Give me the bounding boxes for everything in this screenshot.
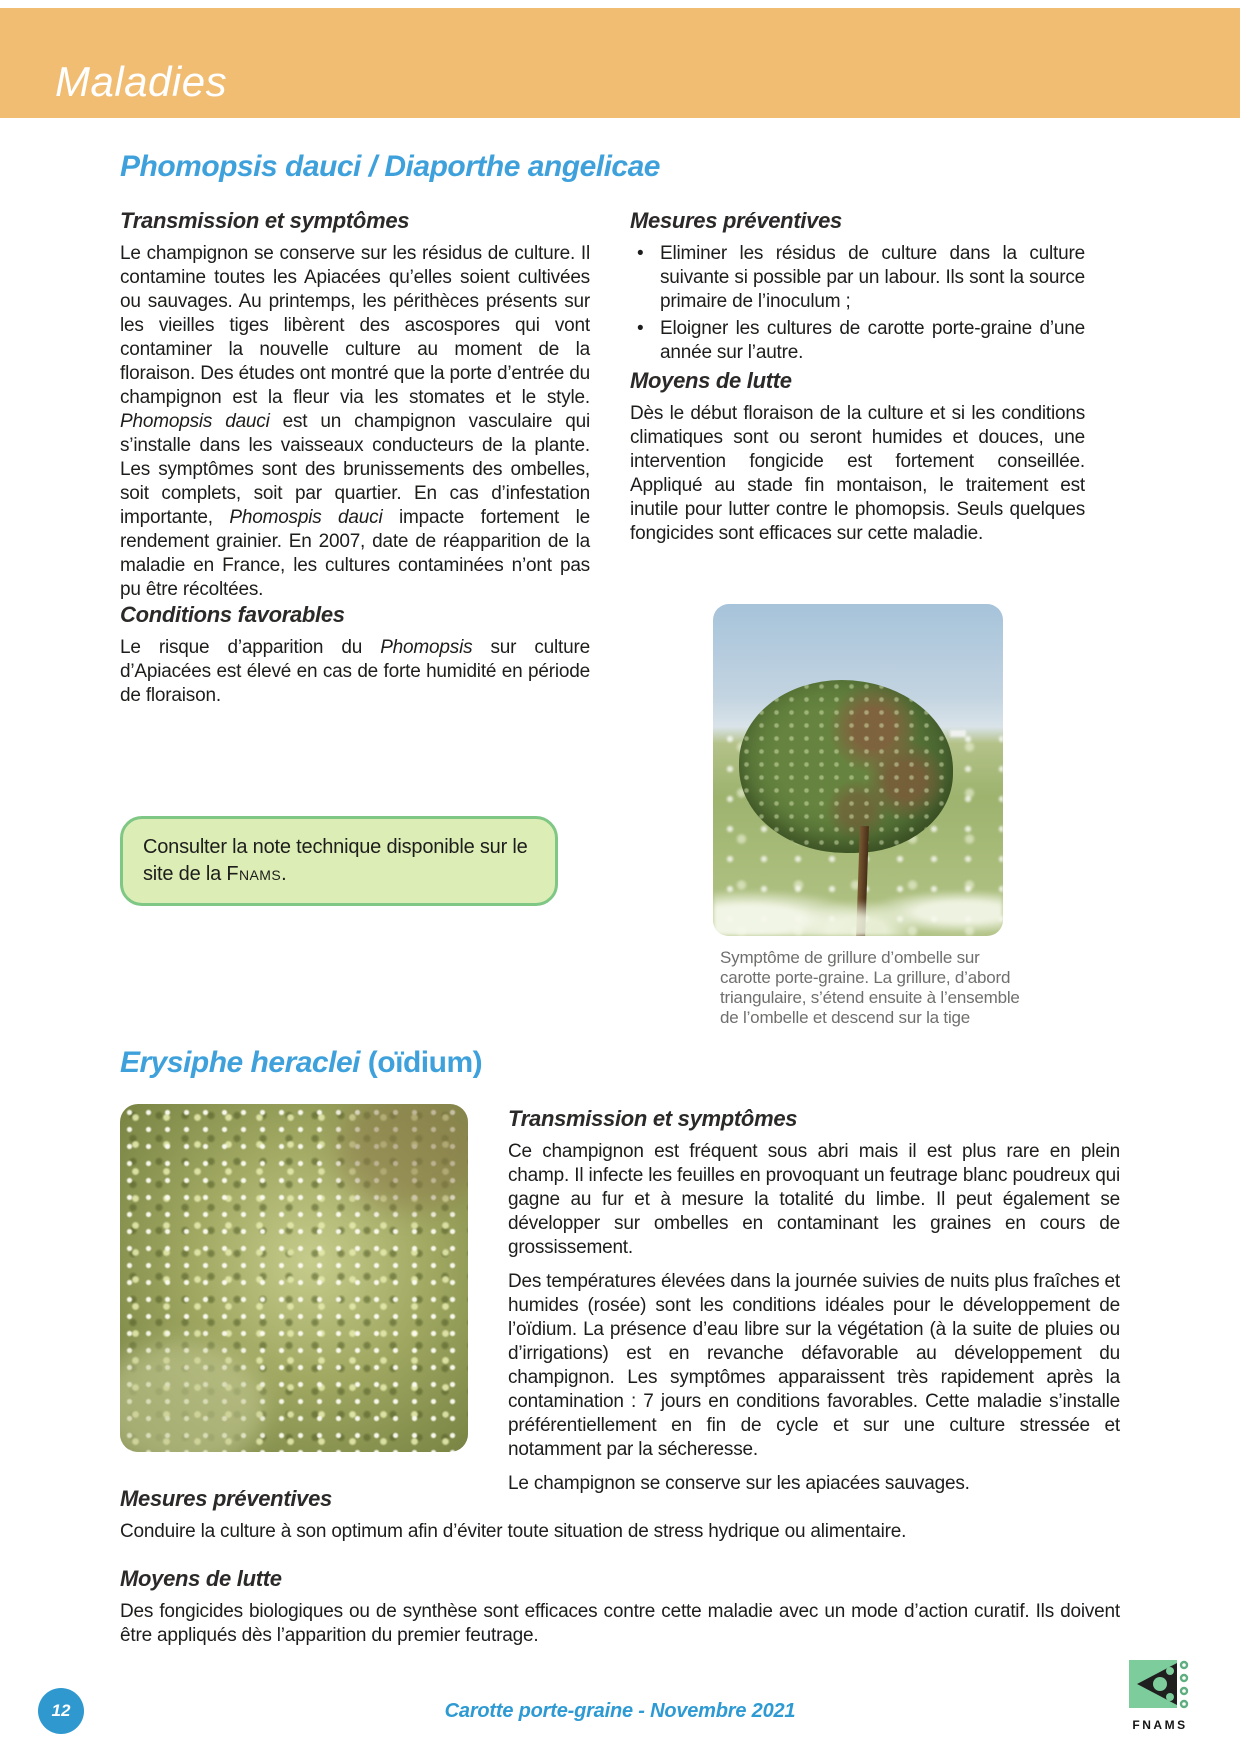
- section-heading-transmission: Transmission et symptômes: [120, 208, 410, 233]
- photo-background-blob: [338, 1104, 468, 1209]
- note-box-text: Consulter la note technique disponible sur le site de la Fnams.: [143, 836, 528, 885]
- disease-title-erysiphe: [120, 1046, 482, 1080]
- erysiphe-paragraph: Le champignon se conserve sur les apiacées sauvages.: [508, 1473, 970, 1494]
- photo-horizon-building: [950, 730, 966, 737]
- header-band: [0, 8, 1240, 118]
- section-heading-mesures-erysiphe: Mesures préventives: [120, 1486, 332, 1511]
- disease-title-erysiphe-common: (oïdium): [359, 1046, 483, 1079]
- section-heading-conditions: Conditions favorables: [120, 602, 345, 627]
- erysiphe-paragraph: Ce champignon est fréquent sous abri mais il est plus rare en plein champ. Il infecte les feuilles en provoquant un feutrage blanc poudreux qui gagne au fur et à mesure la totalité du limbe. Il peut également se développer sur ombelles en contaminant les graines en cours de grossissement.: [508, 1141, 1120, 1258]
- bullet-item: • Eloigner les cultures de carotte porte-graine d’une année sur l’autre.: [630, 317, 1085, 365]
- photo-background-blob: [120, 1342, 265, 1452]
- section-heading-moyens-erysiphe: Moyens de lutte: [120, 1566, 282, 1591]
- disease-title-erysiphe-latin: Erysiphe heraclei: [120, 1046, 360, 1079]
- disease-title-phomopsis-text: Phomopsis dauci / Diaporthe angelicae: [120, 150, 660, 183]
- moyens-body-text: Dès le début floraison de la culture et si les conditions climatiques sont ou seront humides et douces, une intervention fongicide est fortement conseillée. Appliqué au stade fin montaison, le traitement est inutile pour lutter contre le phomopsis. Seuls quelques fongicides sont efficaces sur cette maladie.: [630, 403, 1085, 544]
- erysiphe-paragraph: Des températures élevées dans la journée suivies de nuits plus fraîches et humides (rosée) sont les conditions idéales pour le développement de l’oïdium. La présence d’eau libre sur la végétation (à la suite de pluies ou d’irrigations) est en revanche défavorable au développement du champignon. Les symptômes apparaissent très rapidement après la contamination : 7 jours en conditions favorables. Cette maladie s’installe préférentiellement en fin de cycle et sur une culture stressée et notamment par la sécheresse.: [508, 1271, 1120, 1460]
- note-box: [120, 816, 558, 906]
- erysiphe-mesures-body: Conduire la culture à son optimum afin d’éviter toute situation de stress hydrique ou alimentaire.: [120, 1521, 907, 1542]
- photo-caption: Symptôme de grillure d’ombelle sur carotte porte-graine. La grillure, d’abord triangulaire, s’étend ensuite à l’ensemble de l’ombelle et descend sur la tige: [720, 948, 1020, 1027]
- mesures-bullet-list: [630, 242, 1085, 365]
- photo-foreground-umbels: [713, 856, 1003, 936]
- photo-umbel-blight: [713, 604, 1003, 936]
- phomopsis-figure: [630, 604, 1085, 1028]
- transmission-body-text: Le champignon se conserve sur les résidus de culture. Il contamine toutes les Apiacées qu’elles soient cultivées ou sauvages. Au printemps, les périthèces présents sur les vieilles tiges libèrent des ascospores qui vont contaminer la nouvelle culture au moment de la floraison. Des études ont montré que la porte d’entrée du champignon est la fleur via les stomates et le style. Phomopsis dauci est un champignon vasculaire qui s’installe dans les vaisseaux conducteurs de la plante. Les symptômes sont des brunissements des ombelles, soit complets, soit par quartier. En cas d’infestation importante, Phomospis dauci impacte fortement le rendement grainier. En 2007, date de réapparition de la maladie en France, les cultures contaminées n’ont pas pu être récoltées.: [120, 243, 590, 600]
- section-heading-moyens: Moyens de lutte: [630, 368, 792, 393]
- fnams-logo-icon: [1129, 1660, 1191, 1710]
- photo-oidium-umbel: [120, 1104, 468, 1452]
- footer-doc-title: Carotte porte-graine - Novembre 2021: [444, 1700, 796, 1722]
- phomopsis-left-column: [120, 208, 590, 906]
- disease-title-phomopsis: [120, 150, 660, 184]
- section-heading-mesures: Mesures préventives: [630, 208, 842, 233]
- bullet-item: • Eliminer les résidus de culture dans la culture suivante si possible par un labour. Ils sont la source primaire de l’inoculum ;: [630, 242, 1085, 314]
- page-number-badge: 12: [38, 1688, 84, 1734]
- page-section-title: Maladies: [55, 58, 228, 105]
- section-heading-transmission-erysiphe: Transmission et symptômes: [508, 1106, 798, 1131]
- fnams-logo-text: FNAMS: [1132, 1718, 1188, 1732]
- phomopsis-right-column: [630, 208, 1085, 1028]
- conditions-body-text: Le risque d’apparition du Phomopsis sur culture d’Apiacées est élevé en cas de forte humidité en période de floraison.: [120, 637, 590, 706]
- erysiphe-text-column: [508, 1106, 1120, 1506]
- photo-umbel-texture: [739, 680, 954, 853]
- erysiphe-moyens-body: Des fongicides biologiques ou de synthèse sont efficaces contre cette maladie avec un mode d’action curatif. Ils doivent être appliqués dès l’apparition du premier feutrage.: [120, 1601, 1120, 1646]
- erysiphe-bottom-sections: [120, 1486, 1120, 1648]
- fnams-logo: [1126, 1660, 1194, 1732]
